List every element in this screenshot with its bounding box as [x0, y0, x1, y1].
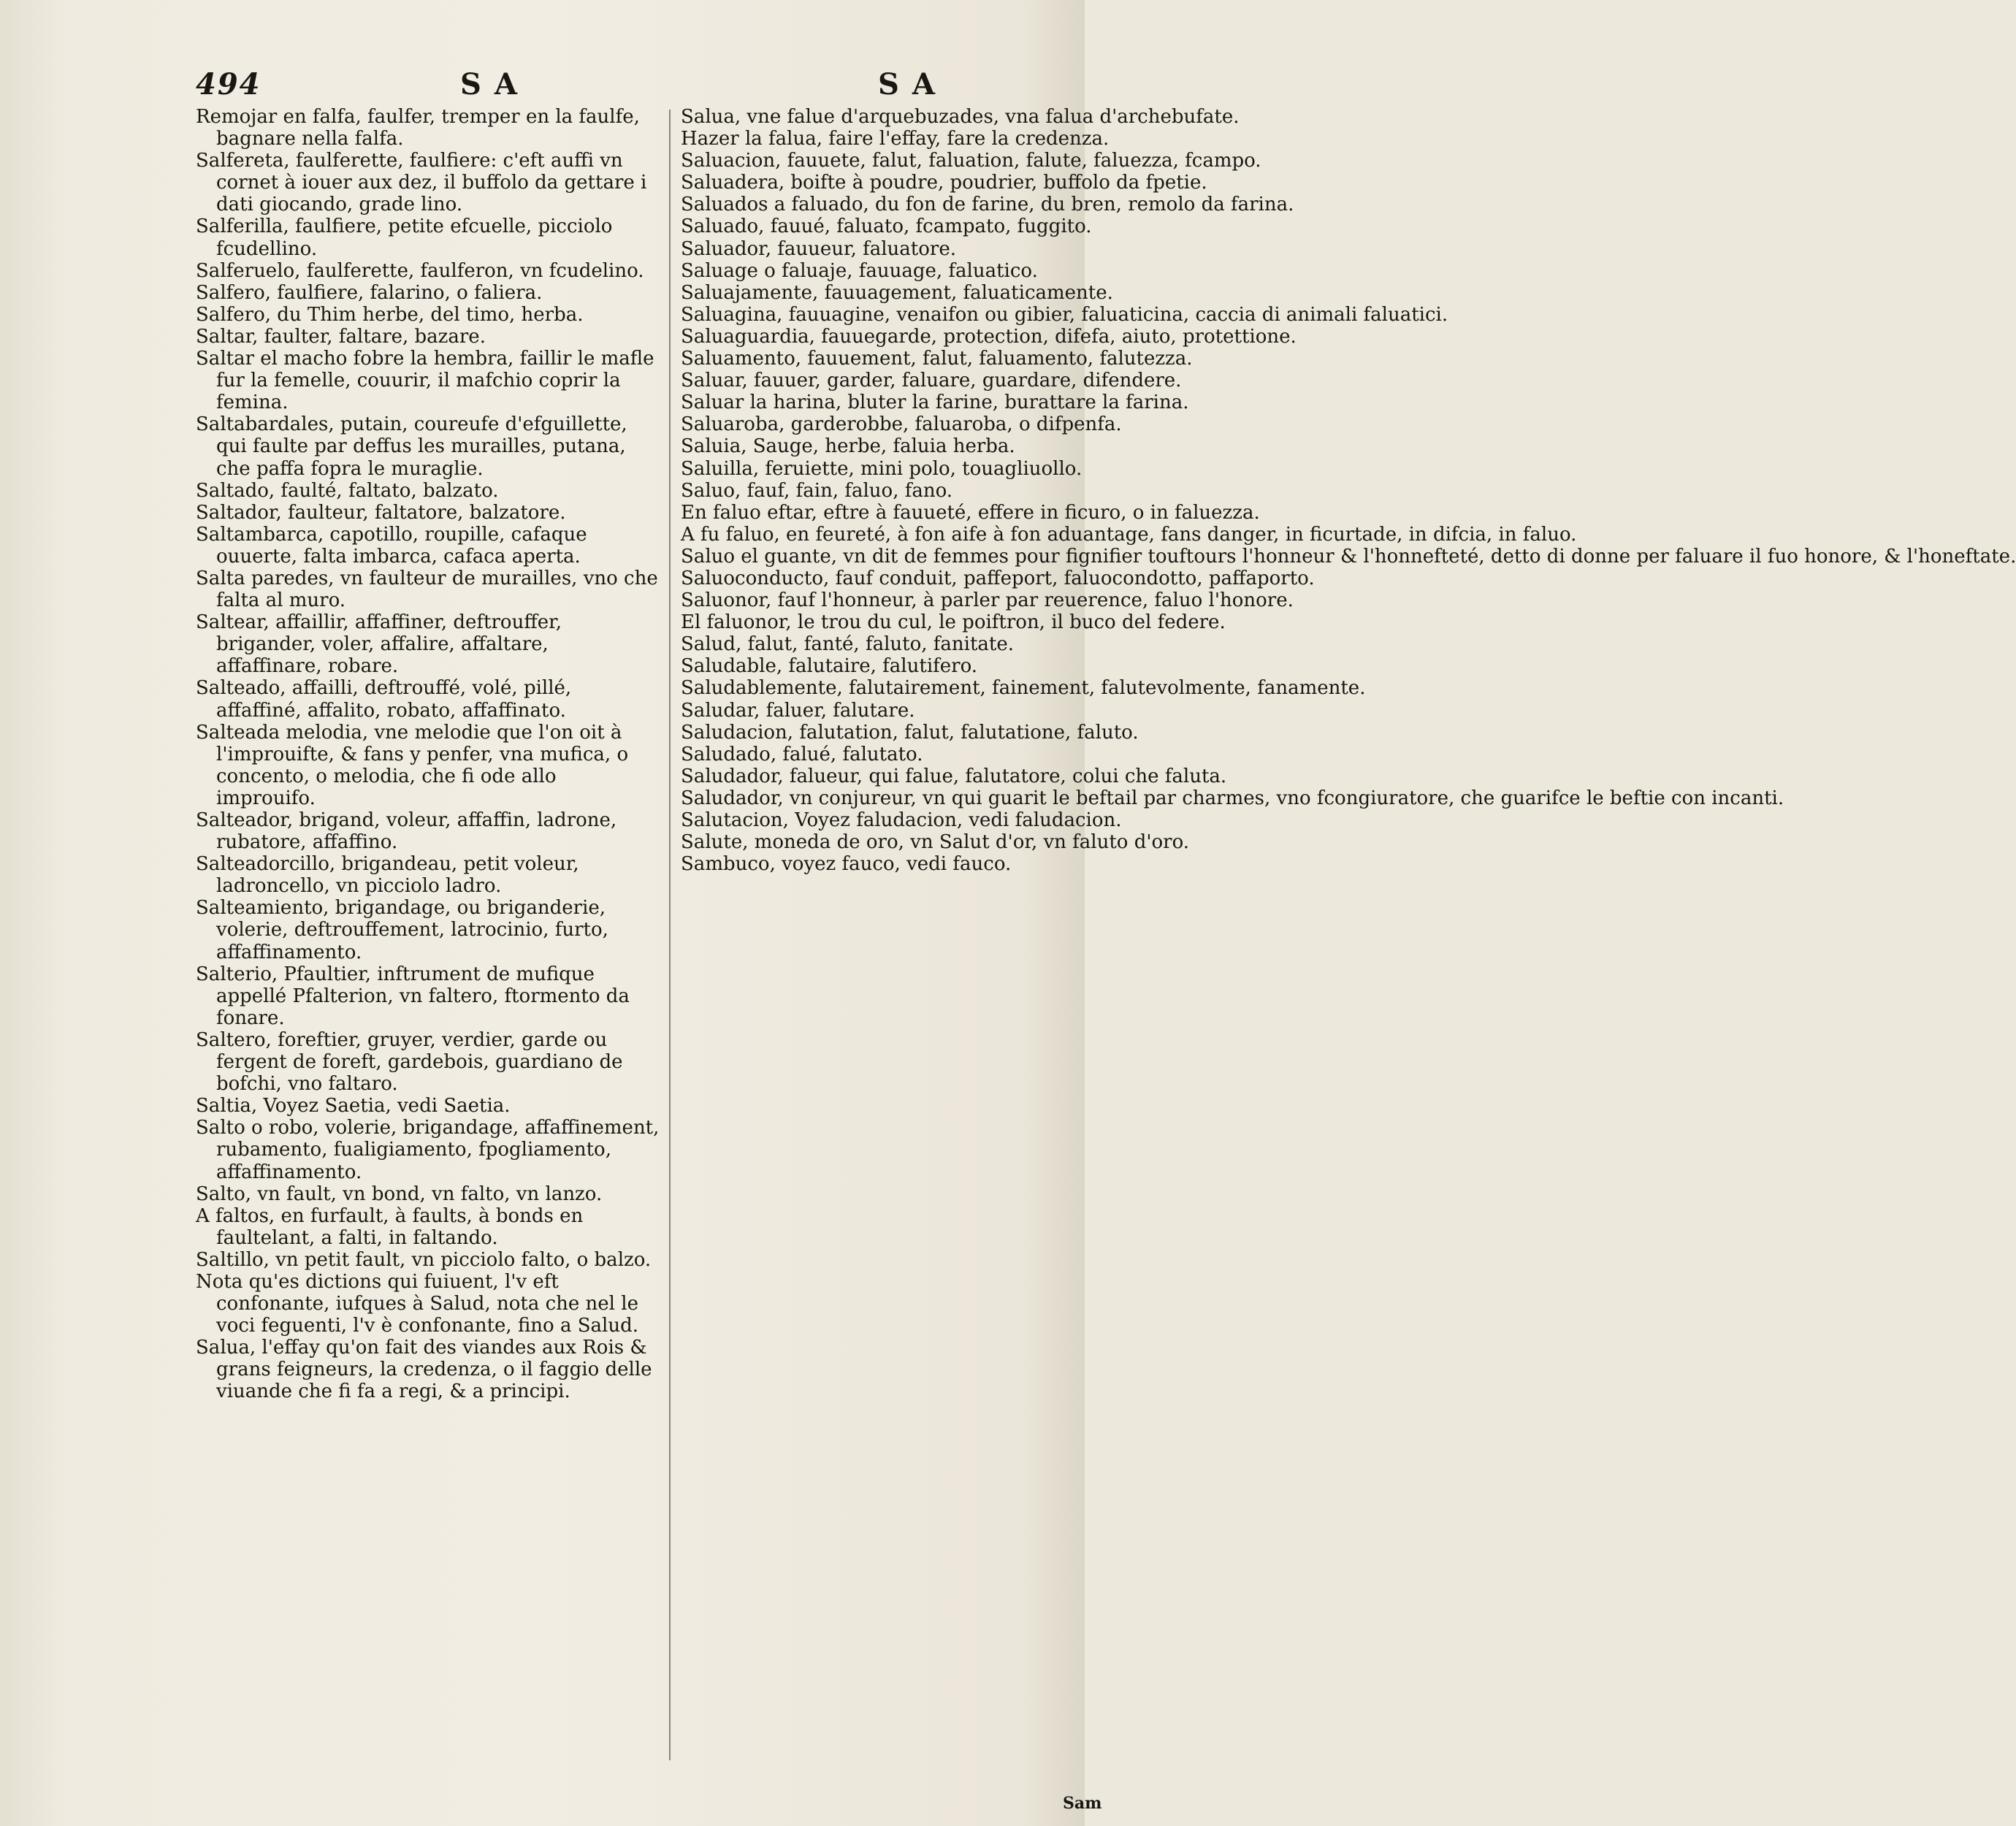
dictionary-entry: Saltar, faulter, faltare, bazare.: [196, 325, 486, 348]
dictionary-entry: Nota qu'es dictions qui fuiuent, l'v eft confonante, iufques à Salud, nota che nel le voci feguenti, l'v è confonante, fino a Salud.: [196, 1270, 639, 1337]
dictionary-entry: Saltia, Voyez Saetia, vedi Saetia.: [196, 1095, 511, 1118]
right-running-head: S A: [878, 67, 936, 102]
dictionary-entry: Salfereta, faulferette, faulfiere: c'eft auffi vn cornet à iouer aux dez, il buffolo da gettare i dati giocando, grade lino.: [196, 150, 647, 216]
dictionary-entry: Saluado, fauué, faluato, fcampato, fuggito.: [681, 215, 1092, 238]
dictionary-entry: Saltado, faulté, faltato, balzato.: [196, 479, 499, 502]
dictionary-entry: Saluilla, feruiette, mini polo, touagliuollo.: [681, 457, 1083, 480]
dictionary-entry: Salute, moneda de oro, vn Salut d'or, vn faluto d'oro.: [681, 831, 1190, 854]
dictionary-entry: Salterio, Pfaultier, inftrument de mufique appellé Pfalterion, vn faltero, ftormento da fonare.: [196, 963, 630, 1029]
dictionary-entry: Saluaguardia, fauuegarde, protection, difefa, aiuto, protettione.: [681, 325, 1297, 348]
dictionary-entry: Saluaroba, garderobbe, faluaroba, o difpenfa.: [681, 413, 1122, 436]
dictionary-entry: Saltero, foreftier, gruyer, verdier, garde ou fergent de foreft, gardebois, guardiano de bofchi, vno faltaro.: [196, 1028, 623, 1096]
dictionary-entry: Saltar el macho fobre la hembra, faillir le mafle fur la femelle, couurir, il mafchio coprir la femina.: [196, 348, 654, 414]
dictionary-entry: Saludar, faluer, falutare.: [681, 699, 915, 722]
dictionary-entry: Remojar en falfa, faulfer, tremper en la faulfe, bagnare nella falfa.: [196, 106, 640, 150]
dictionary-entry: Saltillo, vn petit fault, vn picciolo falto, o balzo.: [196, 1248, 652, 1271]
dictionary-entry: Salud, falut, fanté, faluto, fanitate.: [681, 633, 1014, 656]
dictionary-entry: Saludador, falueur, qui falue, falutatore, colui che faluta.: [681, 765, 1227, 787]
dictionary-entry: Saluador, fauueur, faluatore.: [681, 237, 956, 260]
dictionary-entry: Saltambarca, capotillo, roupille, cafaque ouuerte, falta imbarca, cafaca aperta.: [196, 523, 587, 568]
dictionary-entry: Saluonor, fauf l'honneur, à parler par reuerence, faluo l'honore.: [681, 589, 1294, 612]
left-column: [196, 106, 660, 1403]
dictionary-entry: Saluadera, boifte à poudre, poudrier, buffolo da fpetie.: [681, 172, 1207, 194]
dictionary-entry: Saludador, vn conjureur, vn qui guarit le beftail par charmes, vno fcongiuratore, che guarifce le beftie con incanti.: [681, 787, 1784, 809]
dictionary-entry: Salutacion, Voyez faludacion, vedi faludacion.: [681, 809, 1122, 831]
page-number: 494: [196, 67, 261, 102]
dictionary-entry: Salfero, du Thim herbe, del timo, herba.: [196, 303, 584, 326]
dictionary-entry: A faltos, en furfault, à faults, à bonds en faultelant, a falti, in faltando.: [196, 1204, 584, 1249]
dictionary-entry: Saluar, fauuer, garder, faluare, guardare, difendere.: [681, 370, 1182, 392]
dictionary-entry: Salferilla, faulfiere, petite efcuelle, picciolo fcudellino.: [196, 215, 613, 260]
dictionary-entry: Saluoconducto, fauf conduit, paffeport, faluocondotto, paffaporto.: [681, 567, 1315, 589]
dictionary-entry: Salto, vn fault, vn bond, vn falto, vn lanzo.: [196, 1183, 603, 1205]
dictionary-entry: Saluacion, fauuete, falut, faluation, falute, faluezza, fcampo.: [681, 150, 1261, 172]
dictionary-entry: Saluagina, fauuagine, venaifon ou gibier, faluaticina, caccia di animali faluatici.: [681, 303, 1448, 326]
dictionary-entry: Salferuelo, faulferette, faulferon, vn fcudelino.: [196, 259, 644, 282]
dictionary-entry: Salto o robo, volerie, brigandage, affaffinement, rubamento, fualigiamento, fpogliamento, affaffinamento.: [196, 1117, 660, 1183]
dictionary-entry: El faluonor, le trou du cul, le poiftron, il buco del federe.: [681, 611, 1226, 634]
catchword: Sam: [1063, 1794, 1102, 1813]
dictionary-entry: Salfero, faulfiere, falarino, o faliera.: [196, 281, 543, 304]
dictionary-entry: Saluamento, fauuement, falut, faluamento, falutezza.: [681, 348, 1193, 370]
dictionary-entry: Saludable, falutaire, falutifero.: [681, 655, 978, 678]
left-running-head: S A: [460, 67, 519, 102]
dictionary-entry: Saludacion, falutation, falut, falutatione, faluto.: [681, 721, 1139, 744]
dictionary-entry: Salteador, brigand, voleur, affaffin, ladrone, rubatore, affaffino.: [196, 809, 617, 854]
dictionary-entry: Saludablemente, falutairement, fainement, falutevolmente, fanamente.: [681, 677, 1366, 700]
dictionary-entry: En faluo eftar, eftre à fauueté, effere in ficuro, o in faluezza.: [681, 501, 1260, 524]
dictionary-entry: Sambuco, voyez fauco, vedi fauco.: [681, 853, 1012, 876]
dictionary-entry: Saluo el guante, vn dit de femmes pour fignifier touftours l'honneur & l'honnefteté, detto di donne per faluare il fuo honore, & l'honeftate.: [681, 545, 2016, 568]
dictionary-entry: Salteada melodia, vne melodie que l'on oit à l'improuifte, & fans y penfer, vna mufica, o concento, o melodia, che fi ode allo improuifo.: [196, 721, 629, 809]
right-column: [681, 106, 2016, 876]
dictionary-entry: Saltador, faulteur, faltatore, balzatore.: [196, 501, 566, 524]
dictionary-entry: Hazer la falua, faire l'effay, fare la credenza.: [681, 128, 1110, 150]
dictionary-entry: Saluar la harina, bluter la farine, burattare la farina.: [681, 391, 1189, 414]
dictionary-entry: Saludado, falué, falutato.: [681, 743, 923, 765]
dictionary-entry: Saluo, fauf, fain, faluo, fano.: [681, 479, 953, 502]
dictionary-entry: Salteamiento, brigandage, ou briganderie, volerie, deftrouffement, latrocinio, furto, affaffinamento.: [196, 897, 608, 963]
dictionary-entry: Saltabardales, putain, coureufe d'efguillette, qui faulte par deffus les murailles, putana, che paffa fopra le muraglie.: [196, 413, 627, 480]
dictionary-entry: Salteadorcillo, brigandeau, petit voleur, ladroncello, vn picciolo ladro.: [196, 853, 579, 898]
dictionary-entry: Salteado, affailli, deftrouffé, volé, pillé, affaffiné, affalito, robato, affaffinato.: [196, 677, 572, 722]
dictionary-entry: A fu faluo, en feureté, à fon aife à fon aduantage, fans danger, in ficurtade, in difcia, in faluo.: [681, 523, 1577, 546]
dictionary-entry: Salta paredes, vn faulteur de murailles, vno che falta al muro.: [196, 567, 658, 612]
dictionary-entry: Saluajamente, fauuagement, faluaticamente.: [681, 281, 1113, 304]
dictionary-entry: Saluia, Sauge, herbe, faluia herba.: [681, 435, 1015, 458]
column-rule: [669, 110, 671, 1760]
dictionary-entry: Saltear, affaillir, affaffiner, deftrouffer, brigander, voler, affalire, affaltare, affaffinare, robare.: [196, 611, 562, 678]
dictionary-entry: Salua, vne falue d'arquebuzades, vna falua d'archebufate.: [681, 106, 1240, 128]
dictionary-entry: Salua, l'effay qu'on fait des viandes aux Rois & grans feigneurs, la credenza, o il faggio delle viuande che fi fa a regi, & a principi.: [196, 1337, 652, 1403]
dictionary-entry: Saluage o faluaje, fauuage, faluatico.: [681, 259, 1038, 282]
dictionary-entry: Saluados a faluado, du fon de farine, du bren, remolo da farina.: [681, 194, 1294, 216]
